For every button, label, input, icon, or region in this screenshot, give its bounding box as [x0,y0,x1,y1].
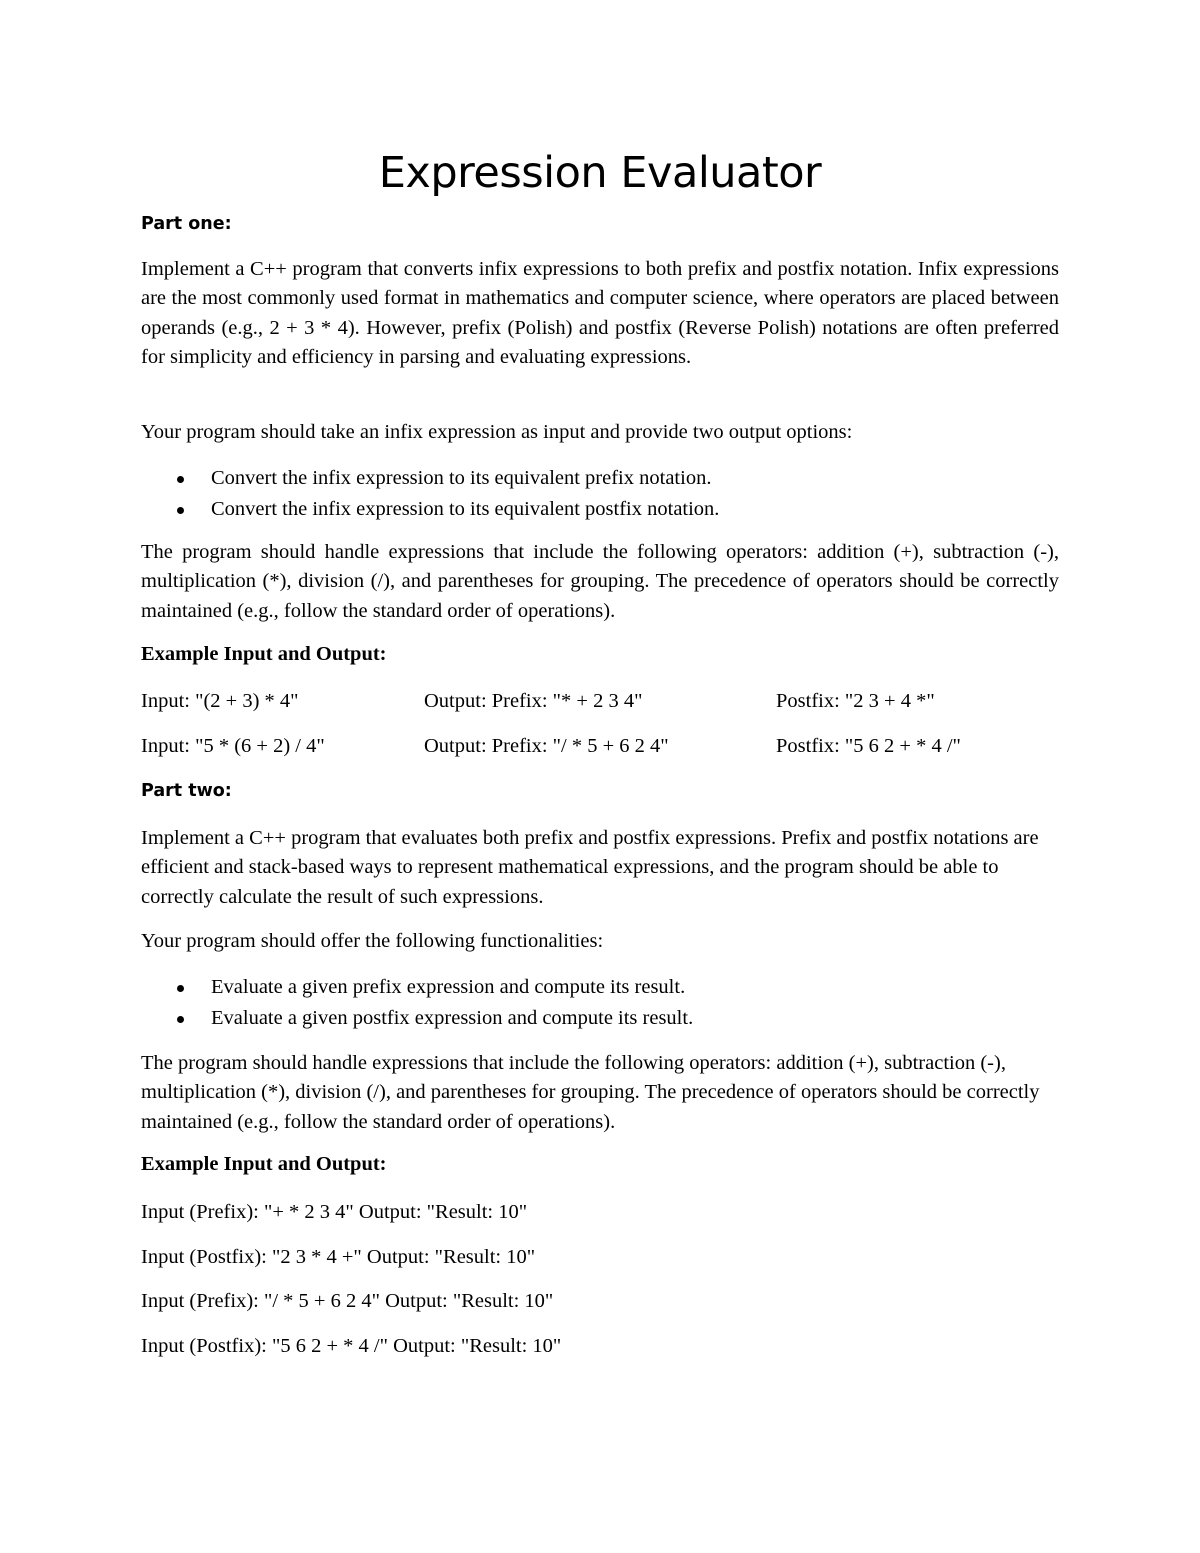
part-two-options-intro: Your program should offer the following functionalities: [141,930,604,952]
evaluation-example: Input (Prefix): "+ * 2 3 4" Output: "Result: 10" [141,1201,528,1223]
bullet-text: Convert the infix expression to its equivalent prefix notation. [211,467,712,489]
document-title: Expression Evaluator [378,148,822,198]
part-two-intro: Implement a C++ program that evaluates both prefix and postfix expressions. Prefix and postfix notations are efficient and stack-based ways to represent mathematical expressions, and the program should be able to correctly calculate the result of such expressions. [141,827,1039,908]
bullet-icon [177,985,184,992]
bullet-icon [177,507,184,514]
list-item [141,463,1059,494]
example-postfix-output: Postfix: "5 6 2 + * 4 /" [776,735,961,757]
list-item [141,1003,1059,1034]
bullet-text: Evaluate a given prefix expression and compute its result. [211,976,686,998]
evaluation-example: Input (Postfix): "5 6 2 + * 4 /" Output: "Result: 10" [141,1335,562,1357]
part-two-example-heading: Example Input and Output: [141,1153,387,1175]
part-one-options-intro: Your program should take an infix expression as input and provide two output options: [141,421,853,443]
part-one-bullet-list [141,463,1059,525]
bullet-text: Convert the infix expression to its equivalent postfix notation. [211,498,720,520]
bullet-icon [177,476,184,483]
part-one-heading: Part one: [141,214,232,234]
example-postfix-output: Postfix: "2 3 + 4 *" [776,690,935,712]
example-prefix-output: Output: Prefix: "/ * 5 + 6 2 4" [424,735,669,757]
part-two-heading: Part two: [141,781,232,801]
bullet-icon [177,1016,184,1023]
example-row [141,686,1059,716]
part-one-example-heading: Example Input and Output: [141,643,387,665]
example-input: Input: "5 * (6 + 2) / 4" [141,735,325,757]
bullet-text: Evaluate a given postfix expression and compute its result. [211,1007,694,1029]
evaluation-example: Input (Postfix): "2 3 * 4 +" Output: "Result: 10" [141,1246,536,1268]
part-one-intro: Implement a C++ program that converts infix expressions to both prefix and postfix notation. Infix expressions are the most commonly used format in mathematics and computer science, where operators are placed between operands (e.g., 2 + 3 * 4). However, prefix (Polish) and postfix (Reverse Polish) notations are often preferred for simplicity and efficiency in parsing and evaluating expressions. [141,258,1059,368]
list-item [141,972,1059,1003]
part-two-operators-text: The program should handle expressions that include the following operators: addition (+), subtraction (-), multiplication (*), division (/), and parentheses for grouping. The precedence of operators should be correctly maintained (e.g., follow the standard order of operations). [141,1052,1040,1133]
part-two-bullet-list [141,972,1059,1034]
part-one-operators-text: The program should handle expressions that include the following operators: addition (+), subtraction (-), multiplication (*), division (/), and parentheses for grouping. The precedence of operators should be correctly maintained (e.g., follow the standard order of operations). [141,541,1059,622]
example-prefix-output: Output: Prefix: "* + 2 3 4" [424,690,643,712]
list-item [141,494,1059,525]
example-input: Input: "(2 + 3) * 4" [141,690,299,712]
example-row [141,731,1059,761]
evaluation-example: Input (Prefix): "/ * 5 + 6 2 4" Output: "Result: 10" [141,1290,554,1312]
